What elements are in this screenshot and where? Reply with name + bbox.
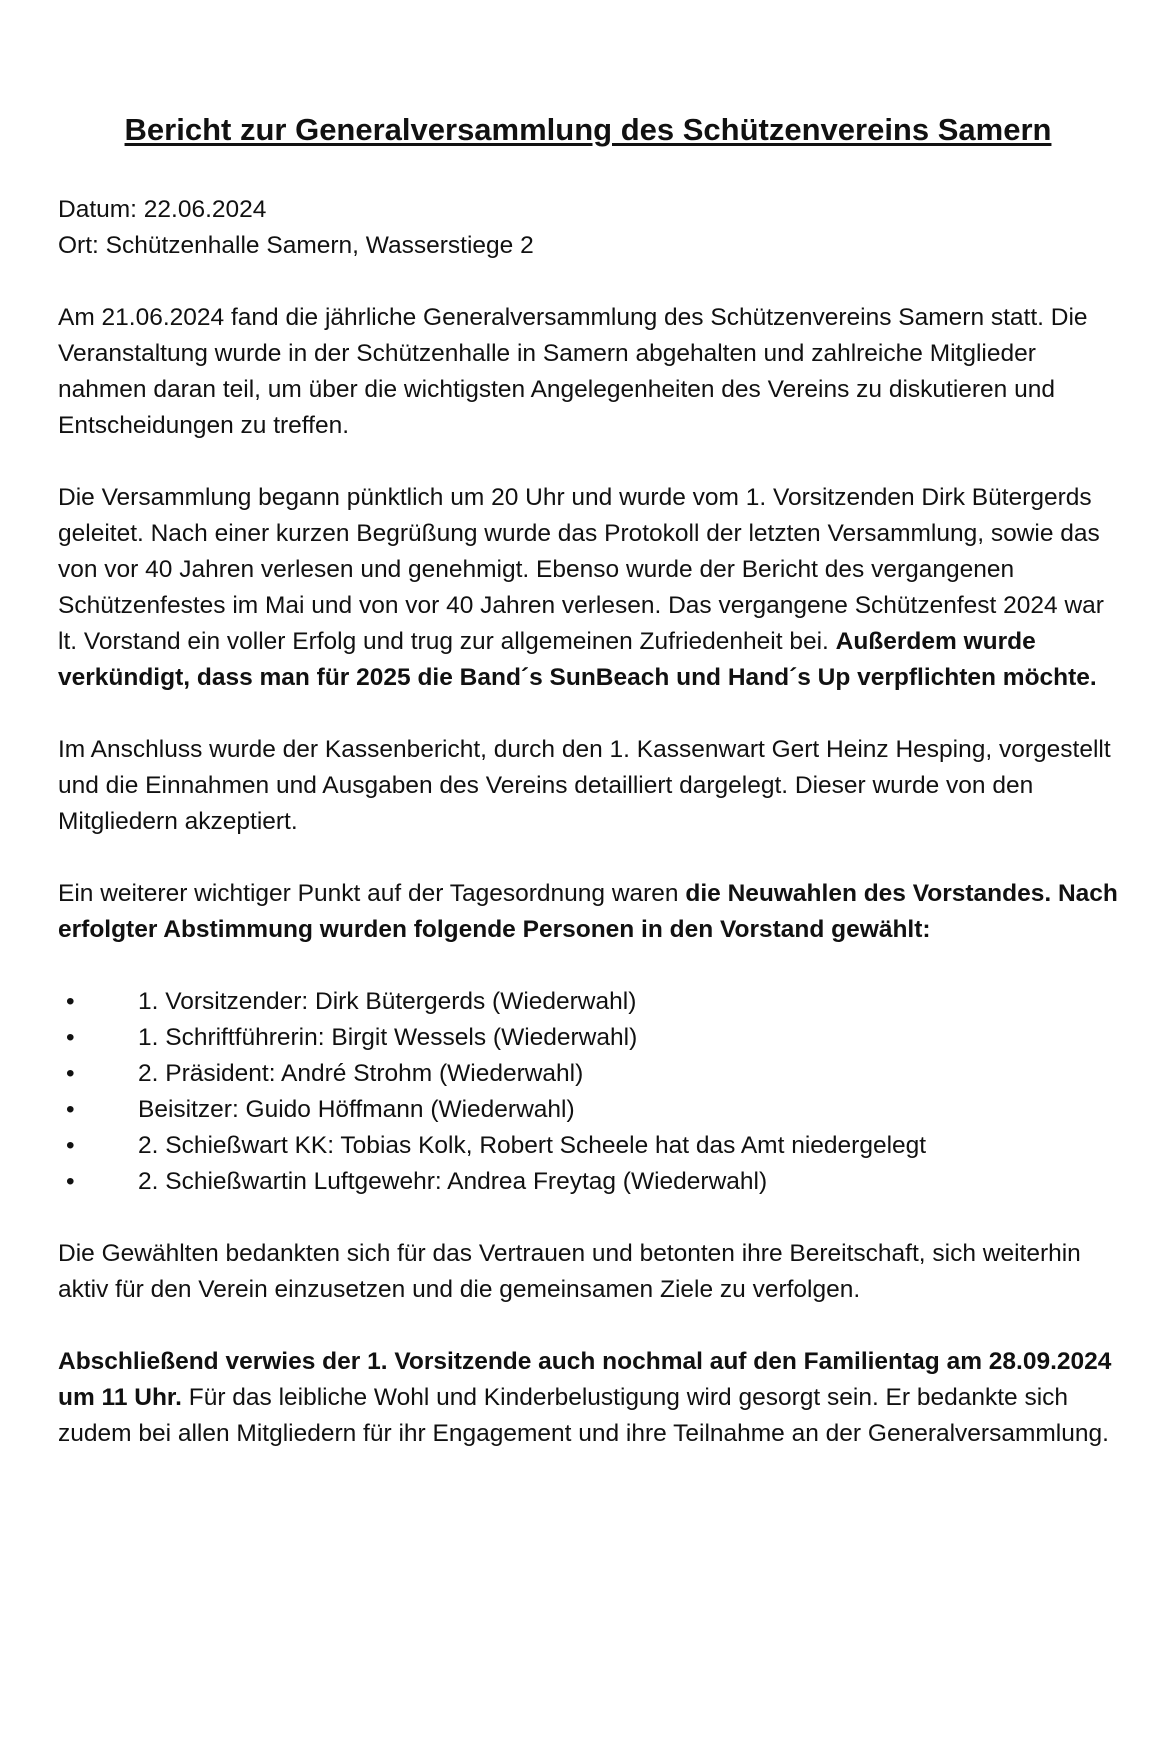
- list-item-text: 2. Schießwart KK: Tobias Kolk, Robert Scheele hat das Amt niedergelegt: [138, 1132, 927, 1159]
- list-item-text: 1. Vorsitzender: Dirk Bütergerds (Wiederwahl): [138, 988, 637, 1015]
- meta-block: [58, 192, 1118, 264]
- document-page: [58, 110, 1118, 1488]
- paragraph-closing-bold: Abschließend verwies der 1. Vorsitzende auch nochmal auf den Familientag am 28.09.2024 um 11 Uhr.: [58, 1348, 1112, 1411]
- bullet-icon: •: [66, 1060, 75, 1087]
- list-item: [58, 1056, 1118, 1092]
- bullet-icon: •: [66, 1096, 75, 1123]
- paragraph-elections-bold: die Neuwahlen des Vorstandes. Nach erfolgter Abstimmung wurden folgende Personen in den Vorstand gewählt:: [58, 880, 1118, 943]
- paragraph-elections-text: Ein weiterer wichtiger Punkt auf der Tagesordnung waren: [58, 880, 686, 907]
- list-item: [58, 984, 1118, 1020]
- paragraph-meeting-bold: Außerdem wurde verkündigt, dass man für 2025 die Band´s SunBeach und Hand´s Up verpflichten möchte.: [58, 628, 1097, 691]
- list-item-text: 2. Präsident: André Strohm (Wiederwahl): [138, 1060, 584, 1087]
- document-title: Bericht zur Generalversammlung des Schützenvereins Samern: [124, 112, 1052, 147]
- list-item-text: 1. Schriftführerin: Birgit Wessels (Wiederwahl): [138, 1024, 638, 1051]
- list-item-text: Beisitzer: Guido Höffmann (Wiederwahl): [138, 1096, 575, 1123]
- board-member-list: [58, 984, 1118, 1200]
- paragraph-closing: [58, 1344, 1118, 1452]
- paragraph-closing-text: Für das leibliche Wohl und Kinderbelustigung wird gesorgt sein. Er bedankte sich zudem bei allen Mitgliedern für ihr Engagement und ihre Teilnahme an der Generalversammlung.: [58, 1384, 1109, 1447]
- paragraph-meeting: [58, 480, 1118, 696]
- list-item: [58, 1020, 1118, 1056]
- bullet-icon: •: [66, 1024, 75, 1051]
- paragraph-meeting-text: Die Versammlung begann pünktlich um 20 Uhr und wurde vom 1. Vorsitzenden Dirk Bütergerds geleitet. Nach einer kurzen Begrüßung wurde das Protokoll der letzten Versammlung, sowie das von vor 40 Jahren verlesen und genehmigt. Ebenso wurde der Bericht des vergangenen Schützenfestes im Mai und von vor 40 Jahren verlesen. Das vergangene Schützenfest 2024 war lt. Vorstand ein voller Erfolg und trug zur allgemeinen Zufriedenheit bei.: [58, 484, 1104, 655]
- paragraph-thanks: Die Gewählten bedankten sich für das Vertrauen und betonten ihre Bereitschaft, sich weiterhin aktiv für den Verein einzusetzen und die gemeinsamen Ziele zu verfolgen.: [58, 1240, 1081, 1303]
- list-item: [58, 1164, 1118, 1200]
- list-item: [58, 1128, 1118, 1164]
- bullet-icon: •: [66, 1132, 75, 1159]
- paragraph-elections: [58, 876, 1118, 948]
- list-item-text: 2. Schießwartin Luftgewehr: Andrea Freytag (Wiederwahl): [138, 1168, 768, 1195]
- paragraph-intro: Am 21.06.2024 fand die jährliche Generalversammlung des Schützenvereins Samern statt. Die Veranstaltung wurde in der Schützenhalle in Samern abgehalten und zahlreiche Mitglieder nahmen daran teil, um über die wichtigsten Angelegenheiten des Vereins zu diskutieren und Entscheidungen zu treffen.: [58, 304, 1088, 439]
- paragraph-treasury: Im Anschluss wurde der Kassenbericht, durch den 1. Kassenwart Gert Heinz Hesping, vorgestellt und die Einnahmen und Ausgaben des Vereins detailliert dargelegt. Dieser wurde von den Mitgliedern akzeptiert.: [58, 736, 1111, 835]
- bullet-icon: •: [66, 1168, 75, 1195]
- bullet-icon: •: [66, 988, 75, 1015]
- list-item: [58, 1092, 1118, 1128]
- place-line: Ort: Schützenhalle Samern, Wasserstiege 2: [58, 232, 534, 259]
- date-line: Datum: 22.06.2024: [58, 196, 267, 223]
